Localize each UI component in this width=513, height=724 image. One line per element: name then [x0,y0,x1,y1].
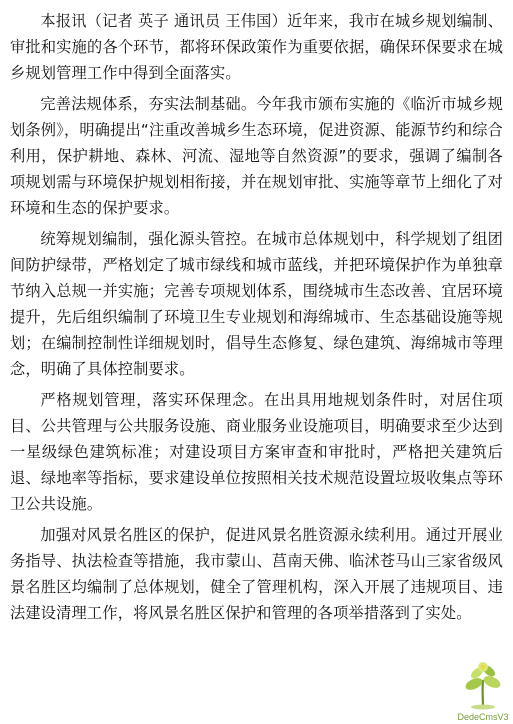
paragraph-regulations: 完善法规体系，夯实法制基础。今年我市颁布实施的《临沂市城乡规划条例》，明确提出“注重改善城乡生态环境，促进资源、能源节约和综合利用，保护耕地、森林、河流、湿地等自然资源”的要求，强调了编制各项规划需与环境保护规划相衔接，并在规划审批、实施等章节上细化了对环境和生态的保护要求。 [10,95,503,217]
watermark-logo-text: DedeCmsV3 [457,712,509,722]
plant-sprout-icon [461,658,505,710]
watermark-logo [455,658,511,722]
paragraph-scenic-areas: 加强对风景名胜区的保护，促进风景名胜资源永续利用。通过开展业务指导、执法检查等措施，我市蒙山、莒南天佛、临沭苍马山三家省级风景名胜区均编制了总体规划，健全了管理机构，深入开展了违规项目、违法建设清理工作，将风景名胜区保护和管理的各项举措落到了实处。 [10,526,503,622]
paragraph-intro: 本报讯（记者 英子 通讯员 王伟国）近年来，我市在城乡规划编制、审批和实施的各个环节，都将环保政策作为重要依据，确保环保要求在城乡规划管理工作中得到全面落实。 [10,12,503,82]
article-body [10,8,503,631]
paragraph-planning: 统筹规划编制，强化源头管控。在城市总体规划中，科学规划了组团间防护绿带，严格划定了城市绿线和城市蓝线，并把环境保护作为单独章节纳入总规一并实施；完善专项规划体系，围绕城市生态改善、宜居环境提升，先后组织编制了环境卫生专业规划和海绵城市、生态基础设施等规划；在编制控制性详细规划时，倡导生态修复、绿色建筑、海绵城市等理念，明确了具体控制要求。 [10,230,503,378]
paragraph-management: 严格规划管理，落实环保理念。在出具用地规划条件时，对居住项目、公共管理与公共服务设施、商业服务业设施项目，明确要求至少达到一星级绿色建筑标准；对建设项目方案审查和审批时，严格把关建筑后退、绿地率等指标，要求建设单位按照相关技术规范设置垃圾收集点等环卫公共设施。 [10,391,503,513]
